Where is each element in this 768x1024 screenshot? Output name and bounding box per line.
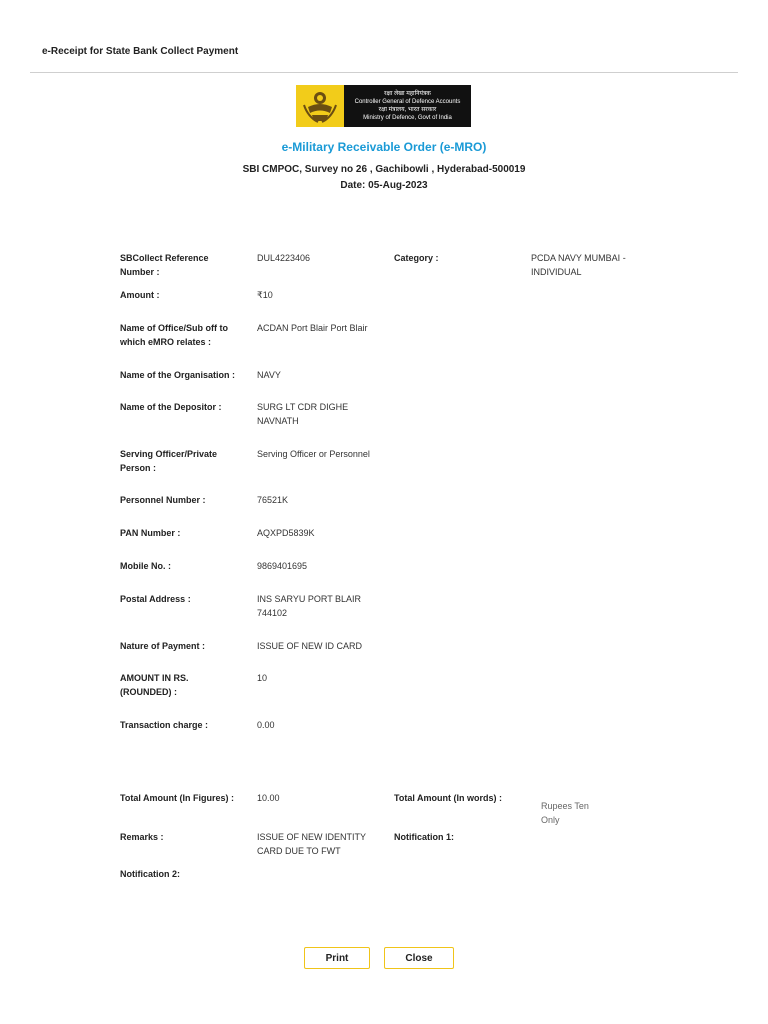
office-label: Name of Office/Sub off to which eMRO relates :	[120, 323, 228, 347]
organisation-label: Name of the Organisation :	[120, 370, 236, 380]
remarks-label: Remarks :	[120, 832, 164, 842]
serving-officer-label: Serving Officer/Private Person :	[120, 449, 218, 473]
pan-number-value: AQXPD5839K	[257, 528, 315, 538]
nature-of-payment-value: ISSUE OF NEW ID CARD	[257, 641, 363, 651]
notification-2-label: Notification 2:	[120, 869, 180, 879]
reference-number-value: DUL4223406	[257, 253, 311, 263]
total-words-label: Total Amount (In words) :	[394, 793, 502, 803]
defence-accounts-emblem-icon	[296, 85, 344, 127]
notification-1-label: Notification 1:	[394, 832, 454, 842]
postal-address-value: INS SARYU PORT BLAIR 744102	[257, 594, 362, 618]
pan-number-label: PAN Number :	[120, 528, 181, 538]
transaction-charge-label: Transaction charge :	[120, 720, 209, 730]
logo-text	[344, 85, 471, 127]
rounded-amount-label: AMOUNT IN RS. (ROUNDED) :	[120, 673, 189, 697]
total-words-value: Rupees Ten Only	[541, 801, 589, 825]
print-button[interactable]: Print	[304, 947, 370, 969]
category-label: Category :	[394, 253, 439, 263]
logo-line-hindi-2: रक्षा मंत्रालय, भारत सरकार	[378, 107, 437, 113]
amount-label: Amount :	[120, 290, 160, 300]
total-figures-value: 10.00	[257, 793, 280, 803]
reference-number-label: SBCollect Reference Number :	[120, 253, 209, 277]
personnel-number-value: 76521K	[257, 495, 289, 505]
depositor-value: SURG LT CDR DIGHE NAVNATH	[257, 402, 349, 426]
logo-line-english-2: Ministry of Defence, Govt of India	[363, 115, 452, 121]
total-figures-label: Total Amount (In Figures) :	[120, 793, 234, 803]
amount-value: ₹10	[257, 290, 273, 300]
mobile-number-value: 9869401695	[257, 561, 308, 571]
close-button[interactable]: Close	[384, 947, 454, 969]
office-value: ACDAN Port Blair Port Blair	[257, 323, 368, 333]
receipt-date: Date: 05-Aug-2023	[340, 180, 428, 191]
logo-line-english-1: Controller General of Defence Accounts	[354, 99, 461, 105]
receipt-heading: e-Military Receivable Order (e-MRO)	[281, 140, 487, 154]
bank-address: SBI CMPOC, Survey no 26 , Gachibowli , Hyderabad-500019	[242, 164, 526, 175]
nature-of-payment-label: Nature of Payment :	[120, 641, 206, 651]
transaction-charge-value: 0.00	[257, 720, 275, 730]
rounded-amount-value: 10	[257, 673, 268, 683]
personnel-number-label: Personnel Number :	[120, 495, 206, 505]
serving-officer-value: Serving Officer or Personnel	[257, 449, 370, 459]
category-value: PCDA NAVY MUMBAI - INDIVIDUAL	[531, 253, 626, 277]
cgda-logo	[296, 85, 471, 127]
mobile-number-label: Mobile No. :	[120, 561, 171, 571]
depositor-label: Name of the Depositor :	[120, 402, 222, 412]
page-title: e-Receipt for State Bank Collect Payment	[42, 46, 239, 57]
header-divider	[30, 72, 738, 73]
organisation-value: NAVY	[257, 370, 281, 380]
logo-line-hindi-1: रक्षा लेखा महानियंत्रक	[384, 91, 431, 97]
postal-address-label: Postal Address :	[120, 594, 191, 604]
remarks-value: ISSUE OF NEW IDENTITY CARD DUE TO FWT	[257, 832, 366, 856]
